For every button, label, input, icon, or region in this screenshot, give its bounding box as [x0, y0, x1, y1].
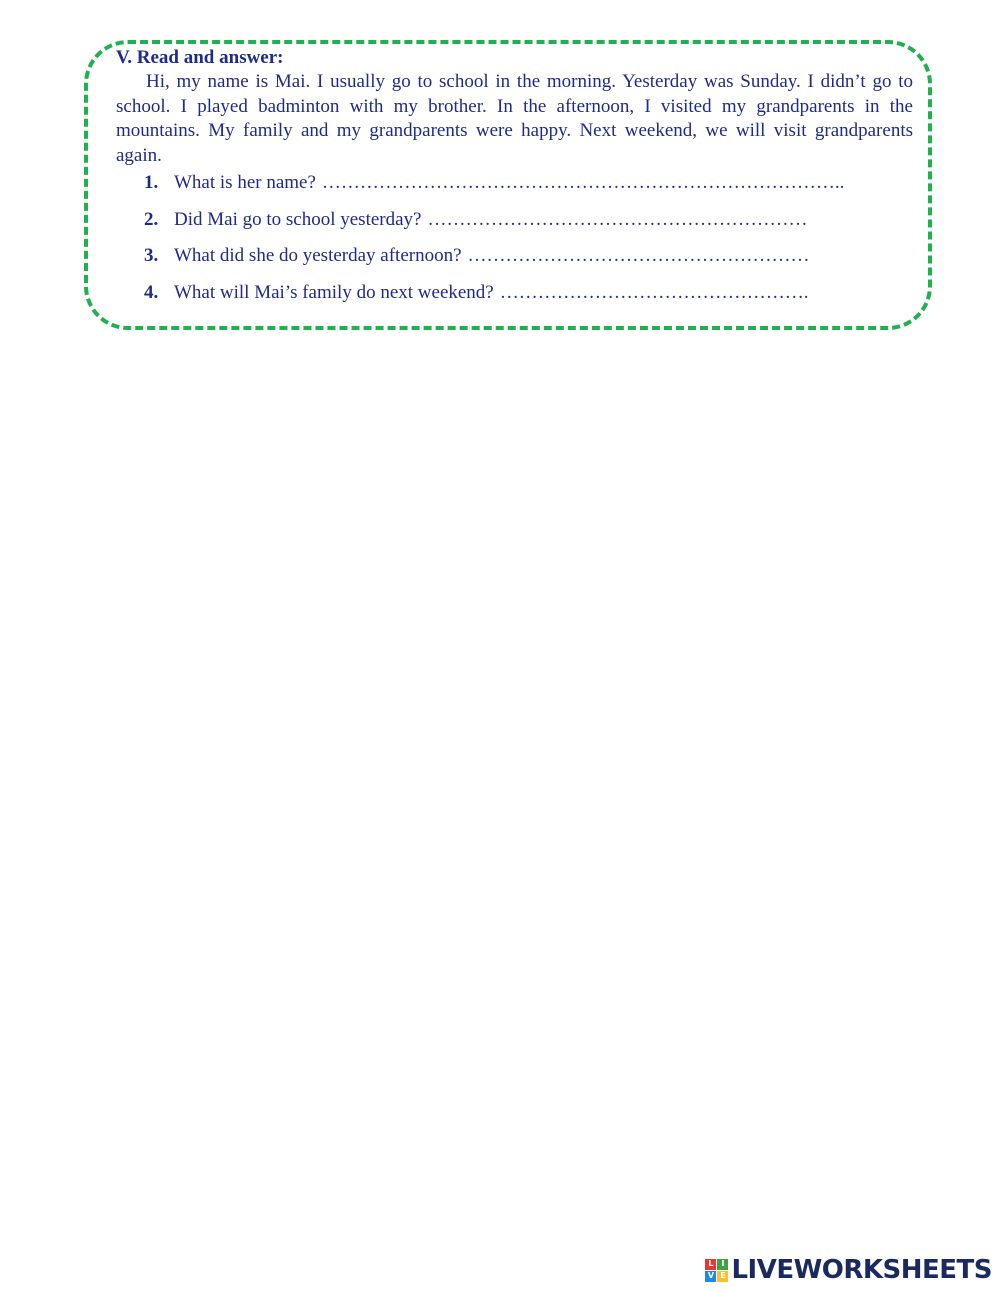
answer-line[interactable]: …………………………………………. — [499, 281, 809, 303]
question-text: What will Mai’s family do next weekend? — [174, 281, 494, 303]
question-number: 4. — [144, 281, 159, 303]
question-number: 2. — [144, 208, 159, 230]
answer-line[interactable]: ……………………………………………… — [467, 245, 810, 266]
question-item — [144, 244, 913, 268]
question-text: What is her name? — [174, 172, 316, 193]
worksheet-section — [116, 46, 913, 317]
answer-line[interactable]: ……………………………………………………………………….. — [321, 172, 845, 193]
question-number: 1. — [144, 172, 159, 193]
logo-letter: E — [717, 1271, 728, 1282]
question-text: Did Mai go to school yesterday? — [174, 208, 422, 230]
answer-line[interactable]: …………………………………………………… — [427, 208, 808, 230]
logo-letter: V — [705, 1271, 716, 1282]
section-title: V. Read and answer: — [116, 47, 284, 68]
question-number: 3. — [144, 245, 159, 266]
live-logo-icon — [705, 1259, 728, 1282]
reading-passage: Hi, my name is Mai. I usually go to school in the morning. Yesterday was Sunday. I didn’t go to school. I played badminton with my brother. In the afternoon, I visited my grandparents in the mountains. My family and my grandparents were happy. Next weekend, we will visit grandparents again. — [116, 71, 913, 166]
question-item — [144, 171, 913, 195]
logo-letter: I — [717, 1259, 728, 1270]
question-text: What did she do yesterday afternoon? — [174, 245, 462, 266]
question-item — [144, 208, 913, 232]
question-list — [116, 171, 913, 305]
logo-letter: L — [705, 1259, 716, 1270]
brand-name: LIVEWORKSHEETS — [731, 1255, 992, 1285]
liveworksheets-logo[interactable] — [705, 1255, 992, 1285]
question-item — [144, 281, 913, 305]
